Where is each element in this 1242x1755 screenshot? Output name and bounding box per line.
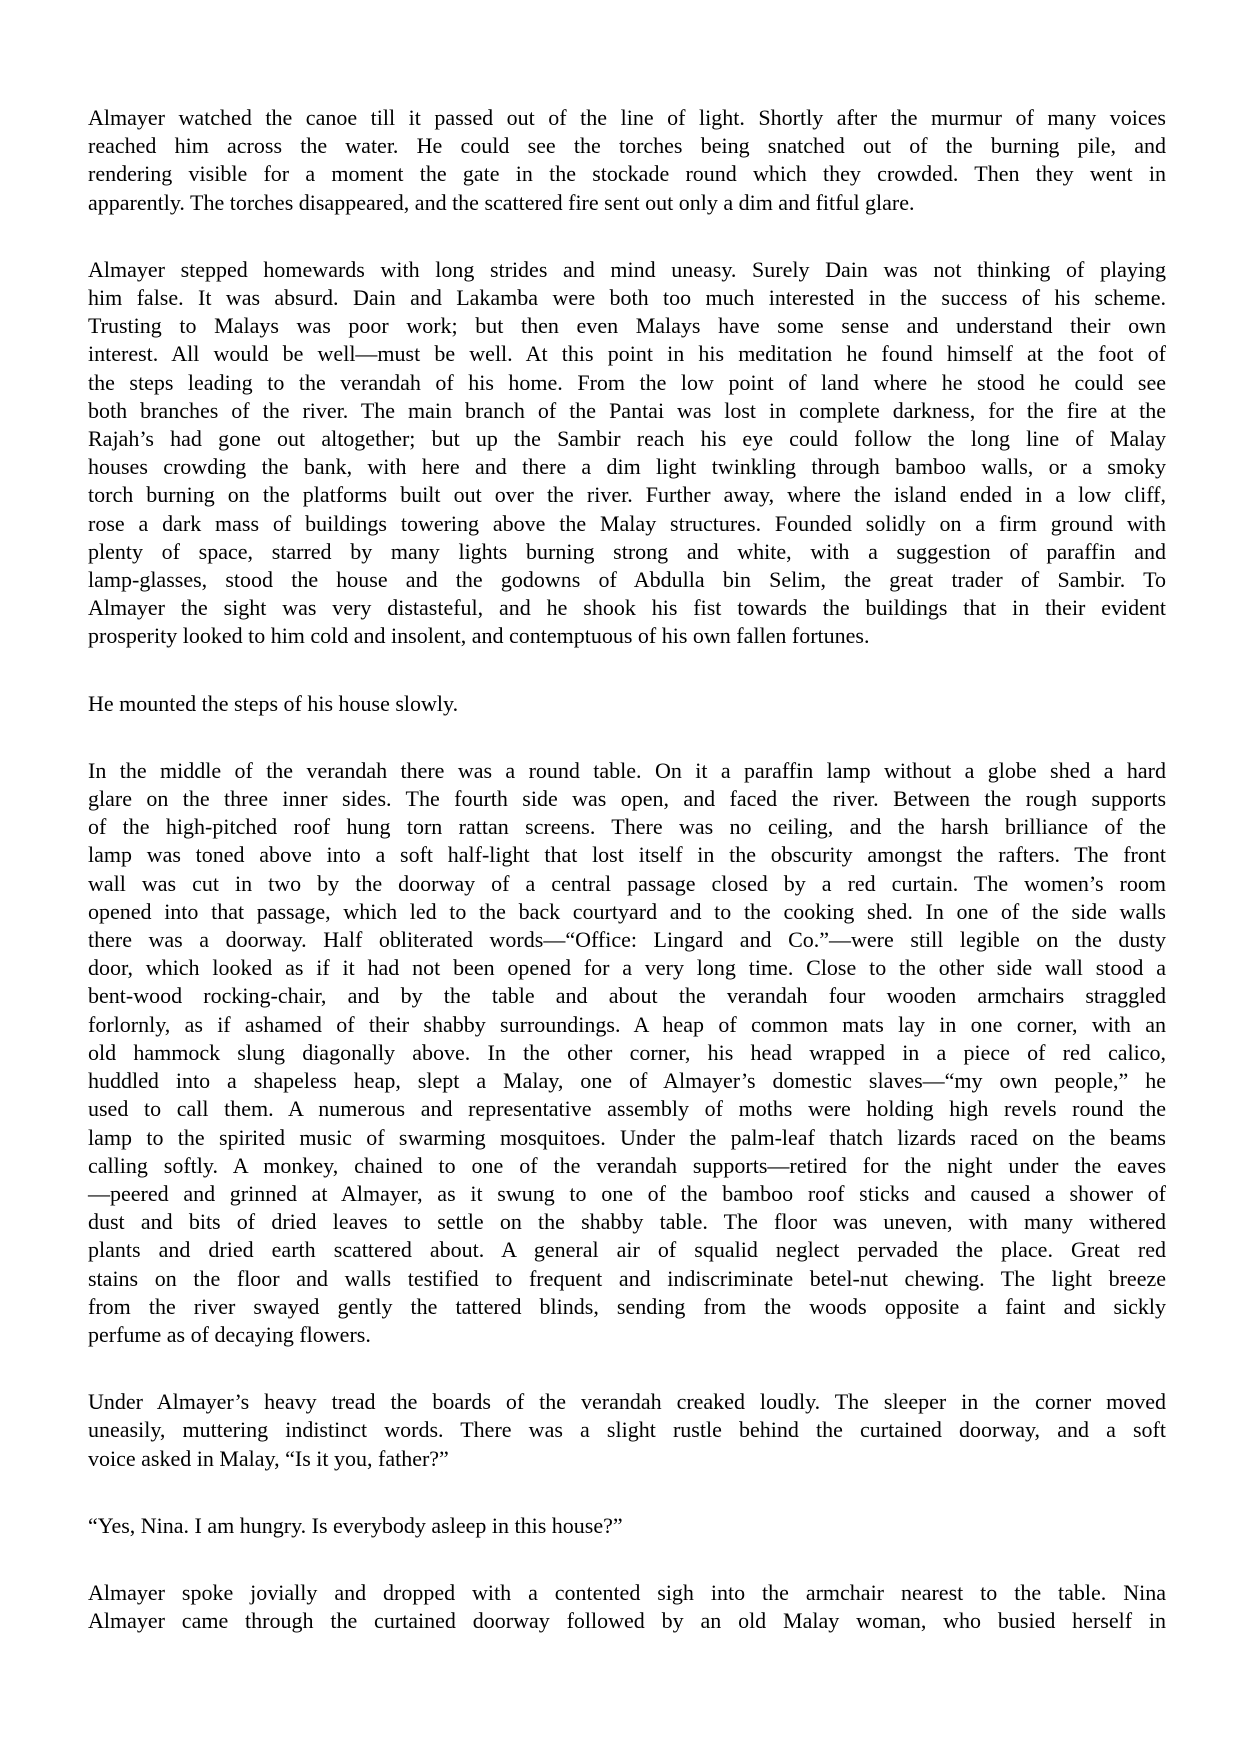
text-line: there was a doorway. Half obliterated words—“Office: Lingard and Co.”—were still legible on the dusty [88,927,1166,953]
text-line: torch burning on the platforms built out over the river. Further away, where the island ended in a low cliff, [88,482,1166,508]
text-line: Almayer spoke jovially and dropped with a contented sigh into the armchair nearest to the table. Nina [88,1579,1166,1605]
paragraph [88,1388,1166,1473]
text-line: reached him across the water. He could see the torches being snatched out of the burning pile, and [88,133,1166,159]
paragraph [88,104,1166,217]
text-line: Rajah’s had gone out altogether; but up the Sambir reach his eye could follow the long line of Malay [88,426,1166,452]
paragraph [88,1579,1166,1635]
text-line: dust and bits of dried leaves to settle on the shabby table. The floor was uneven, with many withered [88,1209,1166,1235]
text-line: rendering visible for a moment the gate in the stockade round which they crowded. Then they went in [88,161,1166,187]
text-line: lamp-glasses, stood the house and the godowns of Abdulla bin Selim, the great trader of Sambir. To [88,567,1166,593]
text-line: Under Almayer’s heavy tread the boards of the verandah creaked loudly. The sleeper in the corner moved [88,1389,1166,1415]
paragraph [88,256,1166,651]
text-line: huddled into a shapeless heap, slept a Malay, one of Almayer’s domestic slaves—“my own people,” he [88,1068,1166,1094]
text-line: apparently. The torches disappeared, and the scattered fire sent out only a dim and fitful glare. [88,189,915,215]
text-line: opened into that passage, which led to the back courtyard and to the cooking shed. In one of the side walls [88,898,1166,924]
text-line: In the middle of the verandah there was a round table. On it a paraffin lamp without a globe shed a hard [88,757,1166,783]
text-line: lamp was toned above into a soft half-light that lost itself in the obscurity amongst the rafters. The front [88,842,1166,868]
text-line: voice asked in Malay, “Is it you, father?” [88,1445,449,1471]
text-line: of the high-pitched roof hung torn rattan screens. There was no ceiling, and the harsh brilliance of the [88,814,1166,840]
text-line: him false. It was absurd. Dain and Lakamba were both too much interested in the success of his scheme. [88,285,1166,311]
text-line: stains on the floor and walls testified to frequent and indiscriminate betel-nut chewing. The light breeze [88,1265,1166,1291]
text-line: plenty of space, starred by many lights burning strong and white, with a suggestion of paraffin and [88,538,1166,564]
text-line: —peered and grinned at Almayer, as it swung to one of the bamboo roof sticks and caused a shower of [88,1180,1166,1206]
text-line: forlornly, as if ashamed of their shabby surroundings. A heap of common mats lay in one corner, with an [88,1011,1166,1037]
text-line: door, which looked as if it had not been opened for a very long time. Close to the other side wall stood a [88,955,1166,981]
document-page [88,104,1166,1674]
text-line: uneasily, muttering indistinct words. There was a slight rustle behind the curtained doorway, and a soft [88,1417,1166,1443]
text-line: both branches of the river. The main branch of the Pantai was lost in complete darkness, for the fire at the [88,397,1166,423]
paragraph [88,757,1166,1349]
text-line: prosperity looked to him cold and insolent, and contemptuous of his own fallen fortunes. [88,623,870,649]
text-line: rose a dark mass of buildings towering above the Malay structures. Founded solidly on a firm ground with [88,510,1166,536]
paragraph [88,1512,1166,1540]
text-line: Almayer came through the curtained doorway followed by an old Malay woman, who busied herself in [88,1608,1166,1634]
text-line: wall was cut in two by the doorway of a central passage closed by a red curtain. The women’s room [88,870,1166,896]
text-line: He mounted the steps of his house slowly. [88,690,459,716]
text-line: “Yes, Nina. I am hungry. Is everybody asleep in this house?” [88,1512,623,1538]
text-line: old hammock slung diagonally above. In the other corner, his head wrapped in a piece of red calico, [88,1039,1166,1065]
text-line: glare on the three inner sides. The fourth side was open, and faced the river. Between the rough supports [88,786,1166,812]
text-line: Almayer stepped homewards with long strides and mind uneasy. Surely Dain was not thinking of playing [88,256,1166,282]
text-line: from the river swayed gently the tattered blinds, sending from the woods opposite a faint and sickly [88,1293,1166,1319]
text-line: Trusting to Malays was poor work; but then even Malays have some sense and understand their own [88,313,1166,339]
text-line: perfume as of decaying flowers. [88,1321,371,1347]
text-line: bent-wood rocking-chair, and by the table and about the verandah four wooden armchairs straggled [88,983,1166,1009]
text-line: houses crowding the bank, with here and there a dim light twinkling through bamboo walls, or a smoky [88,454,1166,480]
text-line: Almayer watched the canoe till it passed out of the line of light. Shortly after the murmur of many voices [88,105,1166,130]
paragraph [88,690,1166,718]
text-line: calling softly. A monkey, chained to one of the verandah supports—retired for the night under the eaves [88,1152,1166,1178]
text-line: lamp to the spirited music of swarming mosquitoes. Under the palm-leaf thatch lizards raced on the beams [88,1124,1166,1150]
text-line: interest. All would be well—must be well. At this point in his meditation he found himself at the foot of [88,341,1166,367]
text-line: Almayer the sight was very distasteful, and he shook his fist towards the buildings that in their evident [88,595,1166,621]
text-line: plants and dried earth scattered about. A general air of squalid neglect pervaded the place. Great red [88,1237,1166,1263]
text-line: used to call them. A numerous and representative assembly of moths were holding high revels round the [88,1096,1166,1122]
text-line: the steps leading to the verandah of his home. From the low point of land where he stood he could see [88,369,1166,395]
